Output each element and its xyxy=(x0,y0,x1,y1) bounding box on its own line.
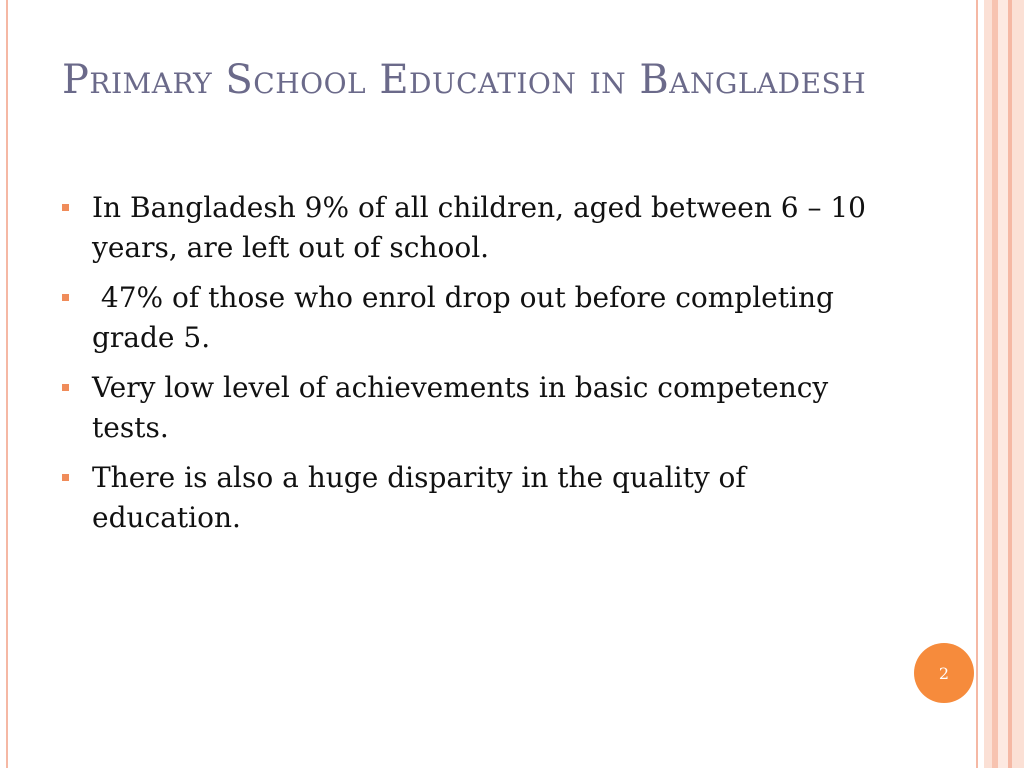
slide-title: Primary School Education in Bangladesh xyxy=(62,57,867,103)
bullet-text: In Bangladesh 9% of all children, aged between 6 – 10 years, are left out of school. xyxy=(92,191,866,264)
bullet-text: Very low level of achievements in basic competency tests. xyxy=(92,371,829,444)
bullet-item xyxy=(62,188,892,268)
square-bullet-icon xyxy=(62,384,69,391)
page-number-badge xyxy=(914,643,974,703)
bullet-text: 47% of those who enrol drop out before completing grade 5. xyxy=(92,281,843,354)
square-bullet-icon xyxy=(62,204,69,211)
square-bullet-icon xyxy=(62,294,69,301)
bullet-item xyxy=(62,278,892,358)
right-border-stripe xyxy=(984,0,992,768)
left-border-line xyxy=(6,0,8,768)
bullet-item xyxy=(62,368,892,448)
right-border-stripe xyxy=(976,0,978,768)
bullet-item xyxy=(62,458,892,538)
bullet-text: There is also a huge disparity in the quality of education. xyxy=(92,461,746,534)
square-bullet-icon xyxy=(62,474,69,481)
right-border-stripe xyxy=(998,0,1008,768)
bullet-list xyxy=(62,188,892,548)
right-border-stripe xyxy=(1012,0,1024,768)
page-number: 2 xyxy=(938,663,950,683)
